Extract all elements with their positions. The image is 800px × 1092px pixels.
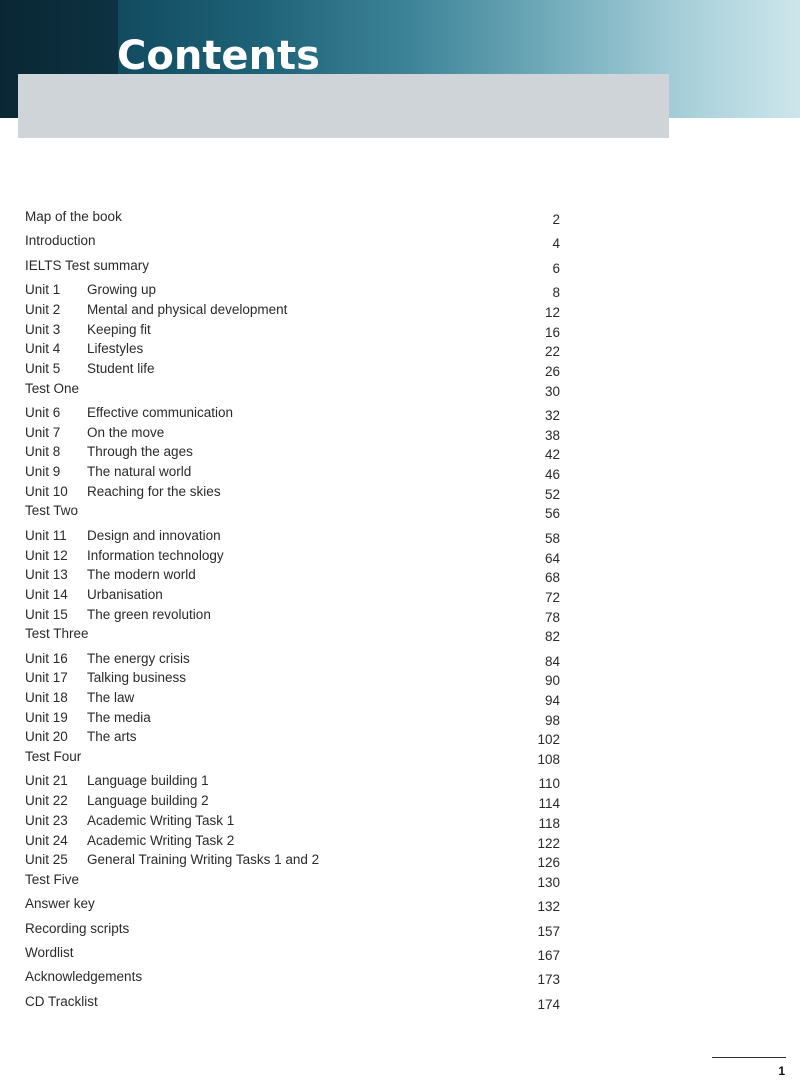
toc-unit-number: Unit 15 — [25, 606, 68, 622]
toc-page-number: 58 — [544, 530, 560, 546]
toc-unit-number: Unit 16 — [25, 650, 68, 666]
toc-unit-title: Lifestyles — [87, 341, 144, 357]
toc-entry-label: Wordlist — [25, 945, 74, 961]
toc-unit-title: The natural world — [87, 464, 192, 480]
toc-unit-row — [25, 462, 562, 482]
toc-entry-row — [25, 501, 562, 525]
toc-page-number: 52 — [544, 486, 560, 502]
toc-unit-title: The law — [87, 690, 135, 706]
toc-page-number: 2 — [552, 212, 560, 227]
toc-entry-label: Recording scripts — [25, 920, 130, 936]
toc-entry-row — [25, 207, 562, 231]
toc-unit-row — [25, 280, 562, 300]
toc-unit-number: Unit 6 — [25, 405, 61, 420]
toc-unit-row — [25, 300, 562, 320]
toc-page-number: 38 — [544, 427, 560, 443]
toc-page-number: 32 — [544, 408, 560, 423]
toc-entry-row — [25, 919, 562, 943]
toc-page-number: 22 — [544, 344, 560, 360]
toc-entry-row — [25, 231, 562, 255]
toc-page-number: 122 — [537, 835, 560, 851]
toc-entry-label: Introduction — [25, 233, 96, 249]
toc-unit-title: Mental and physical development — [87, 301, 288, 317]
toc-entry-row — [25, 256, 562, 280]
toc-page-number: 26 — [544, 363, 560, 379]
toc-page-number: 56 — [544, 506, 560, 522]
toc-page-number: 6 — [552, 260, 560, 276]
toc-unit-number: Unit 8 — [25, 444, 61, 460]
toc-unit-title: The modern world — [87, 567, 196, 583]
toc-unit-title: General Training Writing Tasks 1 and 2 — [87, 852, 320, 868]
toc-unit-row — [25, 423, 562, 443]
toc-unit-title: Design and innovation — [87, 527, 221, 543]
toc-unit-number: Unit 9 — [25, 464, 61, 480]
toc-unit-title: Talking business — [87, 670, 187, 686]
toc-entry-label: Test Five — [25, 871, 80, 887]
toc-entry-label: CD Tracklist — [25, 993, 98, 1009]
toc-entry-label: Test Three — [25, 626, 89, 642]
toc-page-number: 72 — [544, 589, 560, 605]
toc-entry-label: Answer key — [25, 896, 95, 912]
toc-unit-number: Unit 13 — [25, 567, 68, 583]
toc-unit-row — [25, 831, 562, 851]
toc-unit-row — [25, 546, 562, 566]
toc-unit-title: The green revolution — [87, 606, 211, 622]
toc-unit-title: The energy crisis — [87, 650, 190, 666]
toc-page-number: 46 — [544, 467, 560, 483]
toc-page-number: 64 — [544, 550, 560, 566]
toc-unit-number: Unit 11 — [25, 527, 67, 543]
toc-page-number: 16 — [544, 324, 560, 340]
toc-unit-title: Through the ages — [87, 444, 193, 460]
toc-page-number: 4 — [552, 236, 560, 252]
toc-unit-row — [25, 771, 562, 791]
toc-unit-row — [25, 526, 562, 546]
toc-entry-row — [25, 992, 562, 1016]
toc-unit-number: Unit 21 — [25, 773, 68, 789]
toc-page-number: 84 — [544, 653, 560, 669]
toc-unit-number: Unit 12 — [25, 547, 68, 563]
toc-unit-number: Unit 17 — [25, 670, 68, 686]
toc-page-number: 167 — [537, 948, 560, 964]
toc-page-number: 90 — [544, 673, 560, 689]
toc-unit-number: Unit 22 — [25, 793, 68, 809]
toc-unit-row — [25, 649, 562, 669]
toc-unit-number: Unit 10 — [25, 483, 68, 499]
toc-entry-label: Test Two — [25, 503, 79, 519]
toc-page-number: 118 — [538, 815, 560, 831]
toc-unit-title: On the move — [87, 424, 165, 440]
toc-unit-title: Information technology — [87, 547, 224, 563]
toc-entry-label: Map of the book — [25, 209, 122, 224]
toc-page-number: 12 — [544, 304, 560, 320]
toc-unit-number: Unit 3 — [25, 321, 61, 337]
toc-unit-row — [25, 585, 562, 605]
toc-entry-row — [25, 624, 562, 648]
toc-unit-row — [25, 668, 562, 688]
toc-page-number: 126 — [537, 855, 560, 871]
toc-page-number: 8 — [552, 285, 560, 301]
toc-page-number: 114 — [538, 796, 560, 812]
toc-unit-row — [25, 442, 562, 462]
toc-unit-row — [25, 727, 562, 747]
toc-unit-title: Reaching for the skies — [87, 483, 221, 499]
toc-page-number: 78 — [544, 609, 560, 625]
toc-page-number: 82 — [544, 629, 560, 645]
toc-unit-title: The media — [87, 709, 151, 725]
toc-entry-label: Test One — [25, 380, 80, 396]
toc-entry-label: IELTS Test summary — [25, 257, 150, 273]
toc-page-number: 30 — [544, 383, 560, 399]
toc-unit-row — [25, 565, 562, 585]
toc-unit-number: Unit 5 — [25, 360, 61, 376]
toc-unit-row — [25, 708, 562, 728]
toc-page-number: 157 — [537, 923, 560, 939]
toc-page-number: 132 — [537, 899, 560, 915]
toc-unit-number: Unit 25 — [25, 852, 68, 868]
toc-entry-row — [25, 894, 562, 918]
toc-unit-number: Unit 2 — [25, 301, 61, 317]
toc-unit-title: Keeping fit — [87, 321, 151, 337]
toc-unit-title: The arts — [87, 729, 137, 745]
footer-page-number: 1 — [778, 1064, 785, 1078]
toc-unit-title: Academic Writing Task 1 — [87, 812, 235, 828]
toc-unit-number: Unit 18 — [25, 690, 68, 706]
toc-entry-row — [25, 967, 562, 991]
toc-unit-title: Effective communication — [87, 405, 234, 420]
toc-unit-number: Unit 7 — [25, 424, 61, 440]
toc-page-number: 102 — [537, 732, 560, 748]
toc-unit-row — [25, 605, 562, 625]
toc-unit-number: Unit 1 — [25, 282, 61, 298]
toc-unit-title: Student life — [87, 360, 155, 376]
toc-unit-title: Language building 2 — [87, 793, 209, 809]
toc-page-number: 108 — [537, 752, 560, 768]
toc-unit-number: Unit 23 — [25, 812, 68, 828]
toc-unit-row — [25, 850, 562, 870]
toc-entry-row — [25, 943, 562, 967]
toc-unit-number: Unit 14 — [25, 586, 68, 602]
toc-unit-row — [25, 791, 562, 811]
toc-unit-row — [25, 403, 562, 423]
toc-entry-row — [25, 747, 562, 771]
toc-entry-row — [25, 379, 562, 403]
toc-page-number: 98 — [544, 712, 560, 728]
toc-unit-number: Unit 20 — [25, 729, 68, 745]
toc-entry-label: Acknowledgements — [25, 969, 143, 985]
toc-page-number: 68 — [544, 570, 560, 586]
footer-rule — [712, 1057, 786, 1058]
toc-entry-row — [25, 870, 562, 894]
table-of-contents — [25, 207, 562, 1016]
toc-unit-number: Unit 4 — [25, 341, 61, 357]
toc-page-number: 42 — [544, 447, 560, 463]
toc-unit-row — [25, 482, 562, 502]
toc-unit-title: Urbanisation — [87, 586, 163, 602]
toc-unit-row — [25, 339, 562, 359]
toc-page-number: 130 — [537, 874, 560, 890]
toc-page-number: 110 — [538, 776, 560, 792]
toc-page-number: 174 — [537, 996, 560, 1012]
toc-unit-number: Unit 19 — [25, 709, 68, 725]
toc-entry-label: Test Four — [25, 749, 82, 765]
toc-page-number: 173 — [537, 972, 560, 988]
header-grey-panel — [18, 74, 669, 138]
page-title: Contents — [117, 33, 320, 79]
toc-unit-title: Academic Writing Task 2 — [87, 832, 235, 848]
toc-unit-number: Unit 24 — [25, 832, 68, 848]
toc-unit-row — [25, 320, 562, 340]
toc-unit-title: Language building 1 — [87, 773, 209, 789]
toc-unit-row — [25, 688, 562, 708]
toc-page-number: 94 — [544, 693, 560, 709]
toc-unit-row — [25, 811, 562, 831]
toc-unit-title: Growing up — [87, 282, 157, 298]
toc-unit-row — [25, 359, 562, 379]
